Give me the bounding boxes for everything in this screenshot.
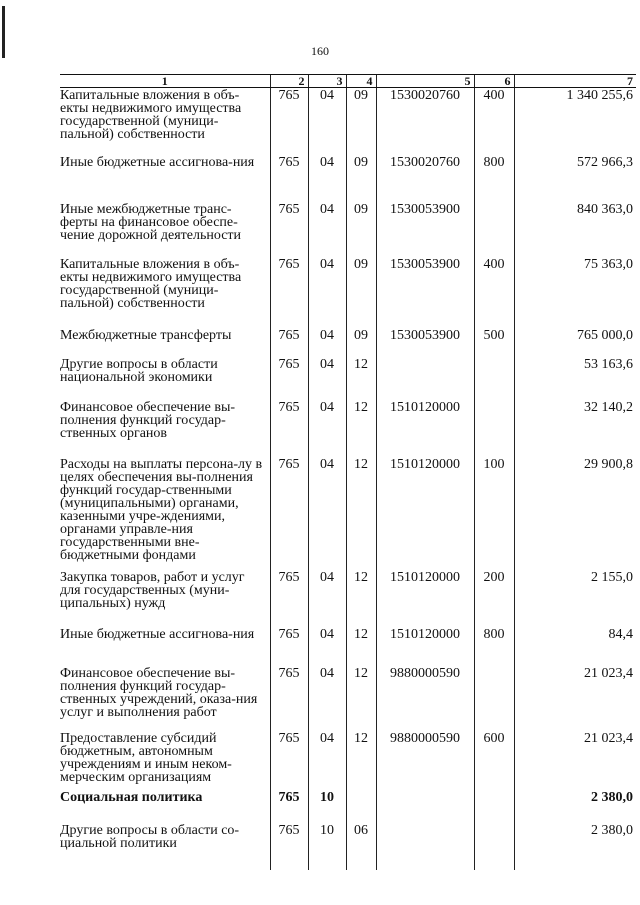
code-cell: 04 <box>308 257 346 328</box>
code-cell: 765 <box>270 88 308 156</box>
table-row <box>60 257 636 328</box>
code-cell: 765 <box>270 666 308 731</box>
column-header: 5 <box>376 75 474 88</box>
column-header: 6 <box>474 75 514 88</box>
amount-cell: 21 023,4 <box>514 731 636 790</box>
table-row <box>60 823 636 870</box>
code-cell <box>474 823 514 870</box>
code-cell: 04 <box>308 731 346 790</box>
code-cell: 600 <box>474 731 514 790</box>
amount-cell: 29 900,8 <box>514 457 636 570</box>
code-cell <box>376 790 474 823</box>
amount-cell: 1 340 255,6 <box>514 88 636 156</box>
column-header: 3 <box>308 75 346 88</box>
code-cell: 12 <box>346 457 376 570</box>
table-row <box>60 155 636 202</box>
code-cell: 09 <box>346 202 376 257</box>
code-cell: 1510120000 <box>376 570 474 627</box>
code-cell: 1510120000 <box>376 627 474 666</box>
table-row <box>60 202 636 257</box>
code-cell: 04 <box>308 202 346 257</box>
code-cell: 9880000590 <box>376 666 474 731</box>
code-cell: 04 <box>308 570 346 627</box>
amount-cell: 572 966,3 <box>514 155 636 202</box>
code-cell: 04 <box>308 400 346 457</box>
table-row <box>60 790 636 823</box>
column-header: 2 <box>270 75 308 88</box>
amount-cell: 840 363,0 <box>514 202 636 257</box>
code-cell: 09 <box>346 257 376 328</box>
amount-cell: 53 163,6 <box>514 357 636 400</box>
code-cell: 1530020760 <box>376 155 474 202</box>
code-cell: 100 <box>474 457 514 570</box>
code-cell: 400 <box>474 257 514 328</box>
code-cell: 1530053900 <box>376 328 474 357</box>
code-cell: 765 <box>270 202 308 257</box>
row-name-cell: Иные бюджетные ассигнова-ния <box>60 155 255 170</box>
row-name-cell: Предоставление субсидий бюджетным, автономным учреждениям и иным неком-мерческим организациям <box>60 731 232 785</box>
code-cell: 06 <box>346 823 376 870</box>
code-cell <box>376 823 474 870</box>
code-cell: 09 <box>346 328 376 357</box>
code-cell: 400 <box>474 88 514 156</box>
code-cell: 765 <box>270 457 308 570</box>
code-cell <box>346 790 376 823</box>
code-cell: 04 <box>308 328 346 357</box>
code-cell: 12 <box>346 627 376 666</box>
table-row <box>60 731 636 790</box>
code-cell: 10 <box>308 823 346 870</box>
code-cell: 04 <box>308 627 346 666</box>
budget-table <box>60 74 636 870</box>
code-cell: 04 <box>308 155 346 202</box>
code-cell: 12 <box>346 357 376 400</box>
code-cell: 09 <box>346 88 376 156</box>
page-number: 160 <box>311 44 329 58</box>
code-cell: 765 <box>270 790 308 823</box>
row-name-cell: Расходы на выплаты персона-лу в целях обеспечения вы-полнения функций государ-ственными (муниципальными) органами, казенными учре-ждениями, органами управле-ния государственными вне-бюджетными фондами <box>60 457 263 563</box>
code-cell: 12 <box>346 731 376 790</box>
row-name-cell: Социальная политика <box>60 790 203 805</box>
code-cell: 12 <box>346 400 376 457</box>
amount-cell: 2 380,0 <box>514 790 636 823</box>
code-cell: 765 <box>270 823 308 870</box>
amount-cell: 765 000,0 <box>514 328 636 357</box>
code-cell: 12 <box>346 570 376 627</box>
amount-cell: 2 155,0 <box>514 570 636 627</box>
code-cell: 200 <box>474 570 514 627</box>
code-cell: 765 <box>270 570 308 627</box>
code-cell: 1530053900 <box>376 202 474 257</box>
row-name-cell: Финансовое обеспечение вы-полнения функций государ-ственных органов <box>60 400 236 441</box>
code-cell: 765 <box>270 731 308 790</box>
code-cell: 800 <box>474 155 514 202</box>
code-cell: 04 <box>308 88 346 156</box>
table-row <box>60 328 636 357</box>
amount-cell: 2 380,0 <box>514 823 636 870</box>
table-row <box>60 400 636 457</box>
column-header: 4 <box>346 75 376 88</box>
code-cell: 04 <box>308 357 346 400</box>
code-cell <box>474 666 514 731</box>
table-row <box>60 627 636 666</box>
amount-cell: 84,4 <box>514 627 636 666</box>
row-name-cell: Финансовое обеспечение вы-полнения функций государ-ственных учреждений, оказа-ния услуг и выполнения работ <box>60 666 258 720</box>
amount-cell: 75 363,0 <box>514 257 636 328</box>
code-cell: 1510120000 <box>376 400 474 457</box>
code-cell: 765 <box>270 328 308 357</box>
row-name-cell: Другие вопросы в области национальной экономики <box>60 357 218 385</box>
row-name-cell: Капитальные вложения в объ-екты недвижимого имущества государственной (муници-пальной) собственности <box>60 88 242 142</box>
code-cell: 765 <box>270 627 308 666</box>
code-cell: 1530020760 <box>376 88 474 156</box>
column-header: 7 <box>514 75 636 88</box>
code-cell: 12 <box>346 666 376 731</box>
code-cell <box>474 202 514 257</box>
code-cell: 765 <box>270 257 308 328</box>
table-row <box>60 666 636 731</box>
code-cell: 04 <box>308 457 346 570</box>
table-row <box>60 570 636 627</box>
code-cell: 1530053900 <box>376 257 474 328</box>
code-cell: 800 <box>474 627 514 666</box>
code-cell <box>474 400 514 457</box>
code-cell <box>474 790 514 823</box>
row-name-cell: Межбюджетные трансферты <box>60 328 232 343</box>
code-cell: 1510120000 <box>376 457 474 570</box>
code-cell: 765 <box>270 357 308 400</box>
row-name-cell: Закупка товаров, работ и услуг для государственных (муни-ципальных) нужд <box>60 570 245 611</box>
code-cell: 765 <box>270 155 308 202</box>
code-cell <box>474 357 514 400</box>
table-row <box>60 357 636 400</box>
row-name-cell: Другие вопросы в области со-циальной политики <box>60 823 240 851</box>
code-cell: 9880000590 <box>376 731 474 790</box>
code-cell <box>376 357 474 400</box>
table-header-row <box>60 75 636 88</box>
amount-cell: 21 023,4 <box>514 666 636 731</box>
code-cell: 765 <box>270 400 308 457</box>
column-header: 1 <box>60 75 270 88</box>
code-cell: 500 <box>474 328 514 357</box>
row-name-cell: Иные межбюджетные транс-ферты на финансовое обеспе-чение дорожной деятельности <box>60 202 242 243</box>
row-name-cell: Иные бюджетные ассигнова-ния <box>60 627 255 642</box>
table-row <box>60 457 636 570</box>
row-name-cell: Капитальные вложения в объ-екты недвижимого имущества государственной (муници-пальной) собственности <box>60 257 242 311</box>
code-cell: 04 <box>308 666 346 731</box>
code-cell: 09 <box>346 155 376 202</box>
amount-cell: 32 140,2 <box>514 400 636 457</box>
table-row <box>60 88 636 156</box>
code-cell: 10 <box>308 790 346 823</box>
